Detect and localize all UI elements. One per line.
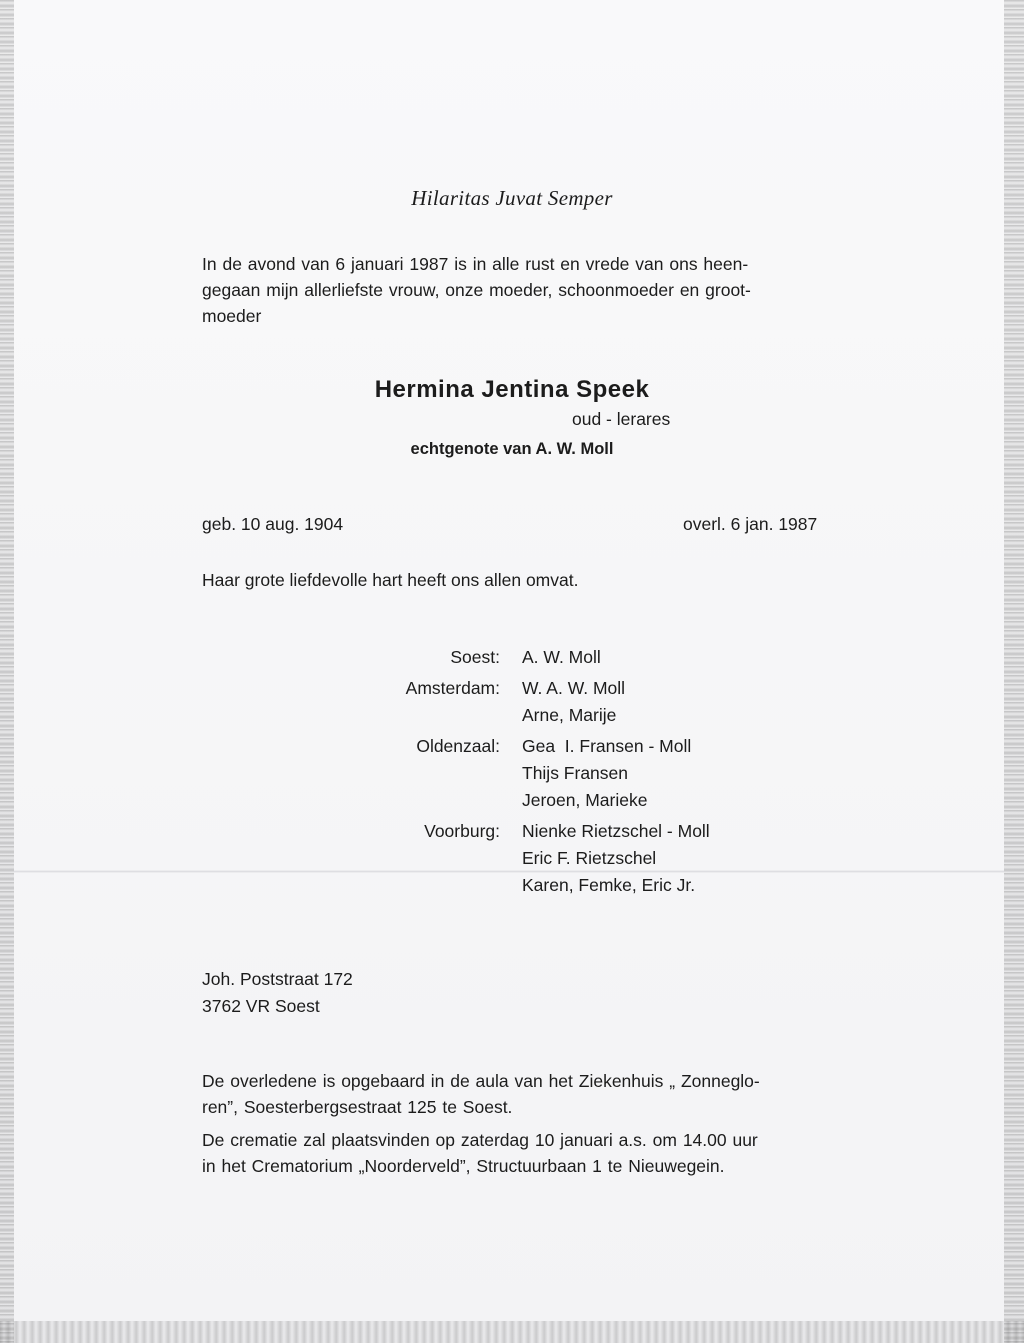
notice-line: in het Crematorium „Noorderveld”, Structuurbaan 1 te Nieuwegein. xyxy=(202,1156,725,1176)
mourners-list xyxy=(300,644,800,903)
address-street: Joh. Poststraat 172 xyxy=(202,969,353,989)
notice-line: De crematie zal plaatsvinden op zaterdag 10 januari a.s. om 14.00 uur xyxy=(202,1130,758,1150)
mourner-group xyxy=(300,733,800,814)
deceased-spouse: echtgenote van A. W. Moll xyxy=(410,440,614,458)
birth-date: geb. 10 aug. 1904 xyxy=(202,514,344,534)
mourner-place: Oldenzaal: xyxy=(416,736,500,756)
mourner-name: Thijs Fransen xyxy=(522,763,629,783)
mourner-name: Jeroen, Marieke xyxy=(522,790,648,810)
viewing-notice xyxy=(202,1068,836,1120)
mourner-name: W. A. W. Moll xyxy=(522,678,626,698)
mourner-place: Soest: xyxy=(450,647,500,667)
mourner-group xyxy=(300,675,800,729)
mourner-name: Karen, Femke, Eric Jr. xyxy=(522,875,696,895)
mourner-names xyxy=(522,733,691,814)
mourner-name: A. W. Moll xyxy=(522,647,601,667)
mourner-group xyxy=(300,644,800,671)
mourner-name: Arne, Marije xyxy=(522,705,617,725)
announcement-line: In de avond van 6 januari 1987 is in alle rust en vrede van ons heen- xyxy=(202,254,749,274)
mourner-group xyxy=(300,818,800,899)
motto: Hilaritas Juvat Semper xyxy=(411,186,613,210)
home-address xyxy=(202,966,353,1020)
deceased-occupation: oud - lerares xyxy=(572,409,671,429)
mourner-place: Amsterdam: xyxy=(405,678,500,698)
mourner-names xyxy=(522,644,601,671)
notice-line: ren”, Soesterbergsestraat 125 te Soest. xyxy=(202,1097,513,1117)
deceased-name: Hermina Jentina Speek xyxy=(374,376,650,403)
mourner-names xyxy=(522,675,625,729)
mourner-name: Nienke Rietzschel - Moll xyxy=(522,821,710,841)
mourner-names xyxy=(522,818,710,899)
announcement-line: moeder xyxy=(202,306,262,326)
paper-edge-bottom xyxy=(0,1321,1024,1343)
announcement-line: gegaan mijn allerliefste vrouw, onze moeder, schoonmoeder en groot- xyxy=(202,280,751,300)
mourner-place: Voorburg: xyxy=(424,821,500,841)
address-city: 3762 VR Soest xyxy=(202,996,320,1016)
death-date: overl. 6 jan. 1987 xyxy=(683,514,818,534)
cremation-notice xyxy=(202,1127,836,1179)
mourner-name: Eric F. Rietzschel xyxy=(522,848,657,868)
mourner-name: Gea I. Fransen - Moll xyxy=(522,736,692,756)
heart-line: Haar grote liefdevolle hart heeft ons allen omvat. xyxy=(202,570,579,590)
notice-line: De overledene is opgebaard in de aula van het Ziekenhuis „ Zonneglo- xyxy=(202,1071,760,1091)
announcement-text xyxy=(202,251,836,329)
